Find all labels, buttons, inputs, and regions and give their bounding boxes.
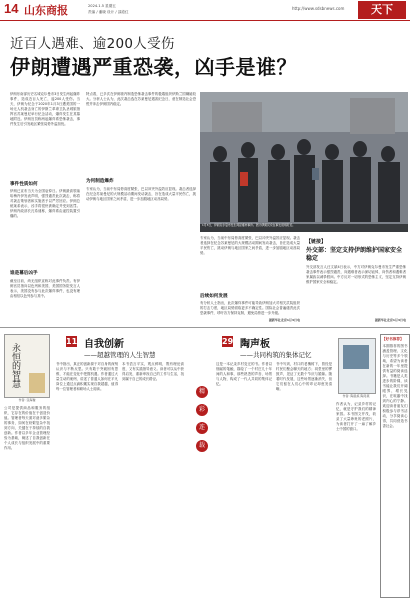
section-badge: 天下 — [358, 1, 406, 19]
book-cover-title: 永恒的智慧 — [10, 343, 20, 388]
column-subtitle: ——共同构筑的集体记忆 — [240, 351, 312, 359]
pillar-char: 载 — [196, 440, 208, 452]
column-body: 这是一本记录乡村变迁的书。作者以细腻的笔触，描绘了一个村庄几十年间的人和事，那些熟悉的声音、场景与人物，构成了一代人共同的集体记忆。 — [216, 362, 272, 386]
article-body: 特点看，已多次在伊朗境内制造恐怖袭击事件的极端组织伊斯兰国嫌疑较大。分析人士认为，此次袭击选在苏莱曼尼遇害纪念日，意在制造社会恐慌并冲击伊朗国内稳定。 — [86, 92, 196, 106]
book-cover — [4, 334, 50, 398]
pillar-char: 连 — [196, 422, 208, 434]
pillar-char: 精 — [196, 386, 208, 398]
sidebar-title: 外交部：坚定支持伊朗维护国家安全稳定 — [306, 247, 403, 262]
column-title: 陶声板 — [240, 339, 270, 350]
column-body: 书中指出，真正的创新源于对自身的深刻认识与不断反思。只有敢于突破固有思维，才能在变化中把握机遇。作者通过大量生动的案例，讲述了普通人如何在平凡岗位上通过点滴积累实现自我超越，值得每一位管理者和职场人士阅读。 — [56, 362, 118, 391]
section-body: 截至目前，尚无组织宣称对此事件负责。有伊朗官员指向以色列和美国，美国国务院发言人表示，美国没有参与此次爆炸事件，也没有理由相信以色列参与其中。 — [10, 279, 80, 298]
section-heading: 事件性质如何 — [10, 182, 38, 187]
book-cover — [338, 338, 376, 394]
book-cover-art — [29, 373, 45, 393]
side-body: 本期推荐的图书涵盖管理、文化与历史等多个领域，希望为读者在新的一年里提供有益的阅读选择。书籍是人类进步的阶梯，读书能让我们开阔眼界、增长见识，在喧嚣中找到内心的宁静。欢迎读者朋友们积极参与荐书活动，分享阅读心得，共同营造书香社会。 — [382, 344, 408, 428]
book-cover-art — [343, 345, 369, 369]
news-photo — [200, 92, 408, 232]
column-number-badge: 11 — [66, 337, 78, 346]
sidebar-byline: 据新华社北京1月4日电 — [374, 318, 406, 322]
page-number: 14 — [4, 1, 19, 16]
website-url: http://www.sdsbnews.com — [292, 6, 345, 11]
book-author: 作者: 陶昌炼 陶丹燕 — [342, 394, 370, 398]
main-headline: 伊朗遭遇严重恐袭，凶手是谁？ — [10, 55, 297, 79]
book-author: 作者: 张海璇 — [18, 398, 36, 402]
column-number-badge: 29 — [222, 337, 234, 346]
article-body: 专家认为，当前中东局势高度紧张，巴以冲突外溢效应显现。袭击者选择在纪念苏莱曼尼的大规模活动期间发动袭击，旨在造成大量平民伤亡，挑动伊朗与地区国家之间矛盾，进一步加剧地区动荡局势。 — [200, 236, 300, 255]
sidebar-tag: 【链接】 — [306, 239, 327, 245]
pillar-char: 彩 — [196, 404, 208, 416]
editor-line: 责编 / 潘晓 设计 / 邵道红 — [88, 10, 129, 14]
section-heading: 谁是幕后凶手 — [10, 271, 38, 276]
column-subtitle: ——超越管理的人生智慧 — [84, 351, 156, 359]
article-byline: 据新华社北京1月4日电 — [268, 318, 300, 322]
side-tag: 【好书推荐】 — [382, 337, 404, 341]
photo-caption: 1月3日，伊朗克尔曼市发生两起爆炸事件。图为伊朗民众在事发现场附近。 — [200, 224, 408, 232]
section-body: 伊朗已宣布当天为全国哀悼日。伊朗最高领袖哈梅内伊发表声明，强烈谴责此次袭击，称将对袭击策划者和实施者予以严厉回应。伊朗总统莱希表示，凶手将很快被确定并受到惩罚。伊朗内政部长瓦希迪称，爆炸系由遥控装置引爆的。 — [10, 189, 80, 218]
section-heading: 为何制造爆炸 — [86, 179, 114, 184]
column-body: 本书语言平实，观点鲜明，既有理论高度，又有实践指导意义。读者可以从中获得启发，重新审视自己的工作与生活，找到属于自己的成长路径。 — [122, 362, 184, 381]
lead-intro: 伊朗东南部历史名城克尔曼市3日发生两起爆炸事件，造成近百人死亡，逾200人受伤。当天，伊朗为纪念于2020年1月3日遭美国的一场无人机袭击身亡的伊斯兰革命卫队圣城旅指挥官苏莱曼尼举行纪念活动，爆炸发生在其墓地附近。伊朗官员称两起爆炸系恐怖袭击，事件发生后引发地区紧张局势外溢担忧。 — [10, 92, 80, 126]
book-review-body: 公司是提供商品和服务的组织，它存在的价值在于创造价值。管理者每天面对诸多繁杂的事务，如何在纷繁复杂中找到方向，关键在于持续的自我创新。作者以多年企业管理经验为基础，阐述了自我创新在个人成长与组织发展中的重要作用。 — [4, 406, 50, 450]
newspaper-name: 山东商报 — [24, 4, 68, 17]
side-recommend-box — [380, 334, 410, 598]
section-divider — [0, 327, 410, 328]
date-line: 2024.1.5 星期五 — [88, 4, 116, 8]
kicker-headline: 近百人遇难、逾200人受伤 — [10, 36, 175, 52]
column-body: 作者认为，记录乡村的记忆，就是守护我们的精神家园。本书图文并茂，收录了大量珍贵的老照片，为读者打开了一扇了解乡土中国的窗口。 — [336, 402, 376, 431]
column-title: 自我创新 — [84, 339, 124, 350]
section-heading: 后续如何发展 — [200, 294, 228, 299]
sidebar-body: 外交部发言人汪文斌4日表示，中方对伊朗克尔曼市发生严重恐怖袭击事件表示强烈谴责，向遇难者表示深切哀悼，向伤者和遇难者家属致以诚挚慰问。中方反对一切形式的恐怖主义，坚定支持伊朗维护国家安全和稳定。 — [306, 265, 406, 284]
column-body: 书中写到，村口的老槐树下，曾经是村民们聚会聊天的地方；祠堂里的锣鼓声，见证了无数个节庆与婚嫁。随着时代发展，这些场景逐渐消失，但它们留在人们心中的印记却愈发清晰。 — [276, 362, 332, 391]
serial-pillar — [196, 386, 210, 452]
crowd-scene-image — [200, 92, 408, 232]
section-body: 专家认为，当前中东局势高度紧张，巴以冲突外溢效应显现。袭击者选择在纪念苏莱曼尼的大规模活动期间发动袭击，旨在造成大量平民伤亡，挑动伊朗与地区国家之间矛盾，进一步加剧地区动荡局势。 — [86, 187, 196, 201]
section-body: 有分析人士指出，此次爆炸事件可能导致伊朗加大对相关武装组织的打击力度，地区局势面临更多不确定性。国际社会普遍谴责此次恐袭事件，呼吁各方保持克制，避免局势进一步升级。 — [200, 301, 300, 315]
